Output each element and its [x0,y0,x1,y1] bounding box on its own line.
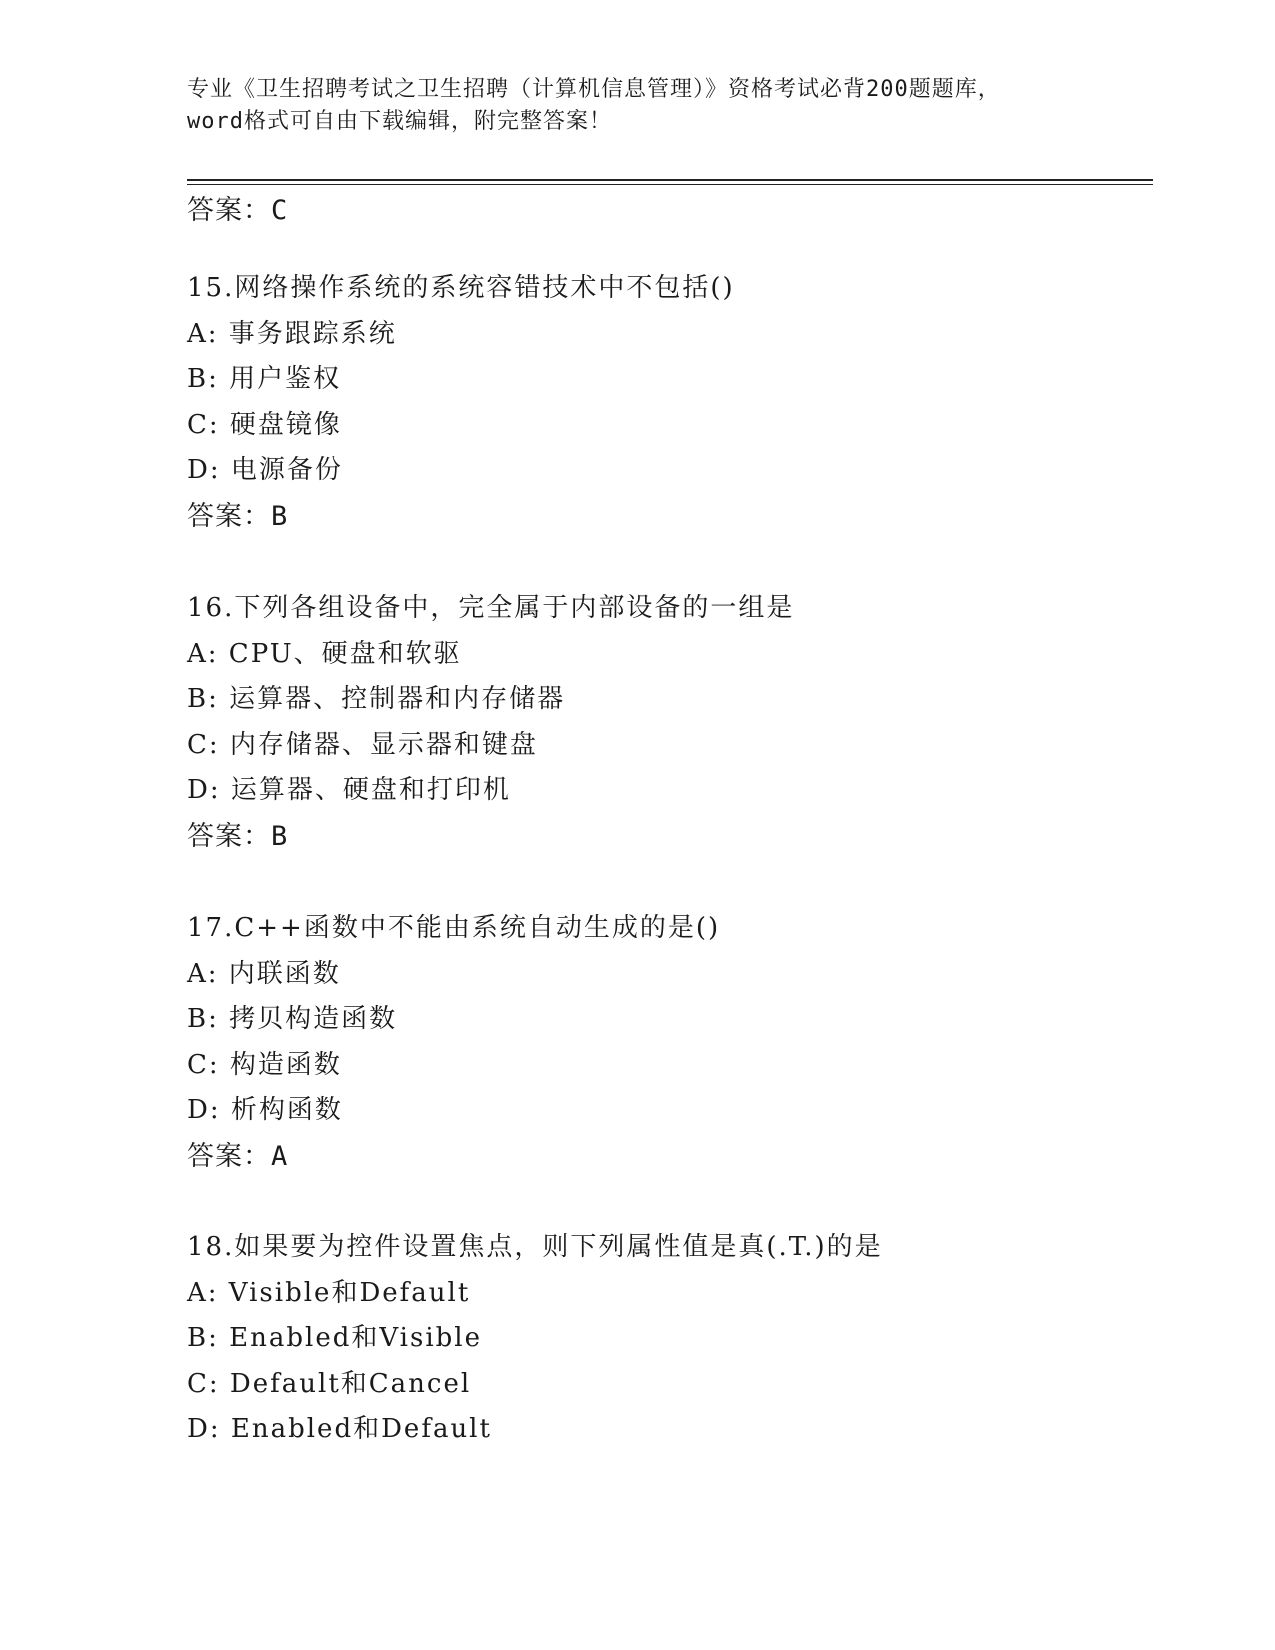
document-header [187,74,1087,138]
option-c: C: Default和Cancel [187,1368,472,1399]
option-d: D: 电源备份 [187,455,343,486]
option-a: A: 事务跟踪系统 [187,318,397,349]
question-stem: 15.网络操作系统的系统容错技术中不包括() [187,273,735,303]
option-a: A: CPU、硬盘和软驱 [187,638,462,669]
question-stem: 18.如果要为控件设置焦点，则下列属性值是真(.T.)的是 [187,1232,883,1262]
option-b: B: 运算器、控制器和内存储器 [187,684,566,715]
option-b: B: 拷贝构造函数 [187,1004,398,1035]
question-17 [187,906,720,1180]
answer-q14: 答案：C [187,195,289,226]
option-c: C: 内存储器、显示器和键盘 [187,729,538,760]
header-divider [187,179,1153,185]
question-16 [187,586,794,860]
option-a: A: Visible和Default [187,1277,471,1308]
option-c: C: 构造函数 [187,1049,342,1080]
option-d: D: Enabled和Default [187,1414,492,1445]
header-line-2: word格式可自由下载编辑，附完整答案！ [187,109,612,134]
question-15 [187,266,735,540]
answer: 答案：B [187,820,289,852]
question-18 [187,1225,883,1453]
option-d: D: 运算器、硬盘和打印机 [187,775,511,806]
option-b: B: Enabled和Visible [187,1323,482,1354]
option-b: B: 用户鉴权 [187,364,342,395]
option-c: C: 硬盘镜像 [187,409,342,440]
option-a: A: 内联函数 [187,958,341,989]
option-d: D: 析构函数 [187,1095,343,1126]
question-stem: 17.C++函数中不能由系统自动生成的是() [187,913,721,943]
question-stem: 16.下列各组设备中，完全属于内部设备的一组是 [187,593,795,623]
answer: 答案：A [187,1140,289,1172]
answer: 答案：B [187,500,289,532]
header-line-1: 专业《卫生招聘考试之卫生招聘（计算机信息管理）》资格考试必背200题题库， [187,77,1001,102]
